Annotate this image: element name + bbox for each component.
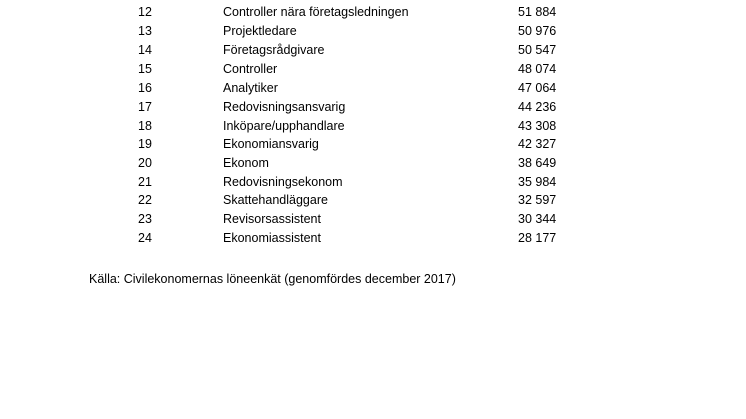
table-row (0, 117, 746, 136)
table-row (0, 191, 746, 210)
salary-cell: 43 308 (518, 119, 557, 133)
table-row (0, 154, 746, 173)
table-row (0, 41, 746, 60)
salary-cell: 51 884 (518, 5, 557, 19)
rank-cell: 19 (138, 137, 152, 151)
table-row (0, 22, 746, 41)
job-title-cell: Ekonomiassistent (223, 231, 321, 245)
table-row (0, 79, 746, 98)
rank-cell: 12 (138, 5, 152, 19)
salary-cell: 47 064 (518, 81, 557, 95)
rank-cell: 17 (138, 100, 152, 114)
rank-cell: 14 (138, 43, 152, 57)
rank-cell: 18 (138, 119, 152, 133)
salary-cell: 38 649 (518, 156, 557, 170)
salary-cell: 48 074 (518, 62, 557, 76)
rank-cell: 16 (138, 81, 152, 95)
rank-cell: 13 (138, 24, 152, 38)
salary-cell: 28 177 (518, 231, 557, 245)
job-title-cell: Skattehandläggare (223, 193, 328, 207)
salary-cell: 42 327 (518, 137, 557, 151)
rank-cell: 23 (138, 212, 152, 226)
salary-cell: 30 344 (518, 212, 557, 226)
rank-cell: 15 (138, 62, 152, 76)
salary-cell: 32 597 (518, 193, 557, 207)
job-title-cell: Ekonomiansvarig (223, 137, 319, 151)
salary-cell: 50 976 (518, 24, 557, 38)
job-title-cell: Ekonom (223, 156, 269, 170)
job-title-cell: Redovisningsansvarig (223, 100, 346, 114)
table-row (0, 210, 746, 229)
table-row (0, 173, 746, 192)
job-title-cell: Projektledare (223, 24, 297, 38)
table-row (0, 3, 746, 22)
job-title-cell: Controller nära företagsledningen (223, 5, 409, 19)
rank-cell: 20 (138, 156, 152, 170)
table-row (0, 135, 746, 154)
salary-cell: 50 547 (518, 43, 557, 57)
table-row (0, 60, 746, 79)
source-note: Källa: Civilekonomernas löneenkät (genomfördes december 2017) (89, 272, 456, 286)
rank-cell: 24 (138, 231, 152, 245)
salary-cell: 44 236 (518, 100, 557, 114)
job-title-cell: Inköpare/upphandlare (223, 119, 345, 133)
table-row (0, 98, 746, 117)
job-title-cell: Analytiker (223, 81, 278, 95)
job-title-cell: Controller (223, 62, 278, 76)
rank-cell: 22 (138, 193, 152, 207)
rank-cell: 21 (138, 175, 152, 189)
job-title-cell: Revisorsassistent (223, 212, 321, 226)
job-title-cell: Företagsrådgivare (223, 43, 325, 57)
job-title-cell: Redovisningsekonom (223, 175, 343, 189)
table-row (0, 229, 746, 248)
salary-cell: 35 984 (518, 175, 557, 189)
